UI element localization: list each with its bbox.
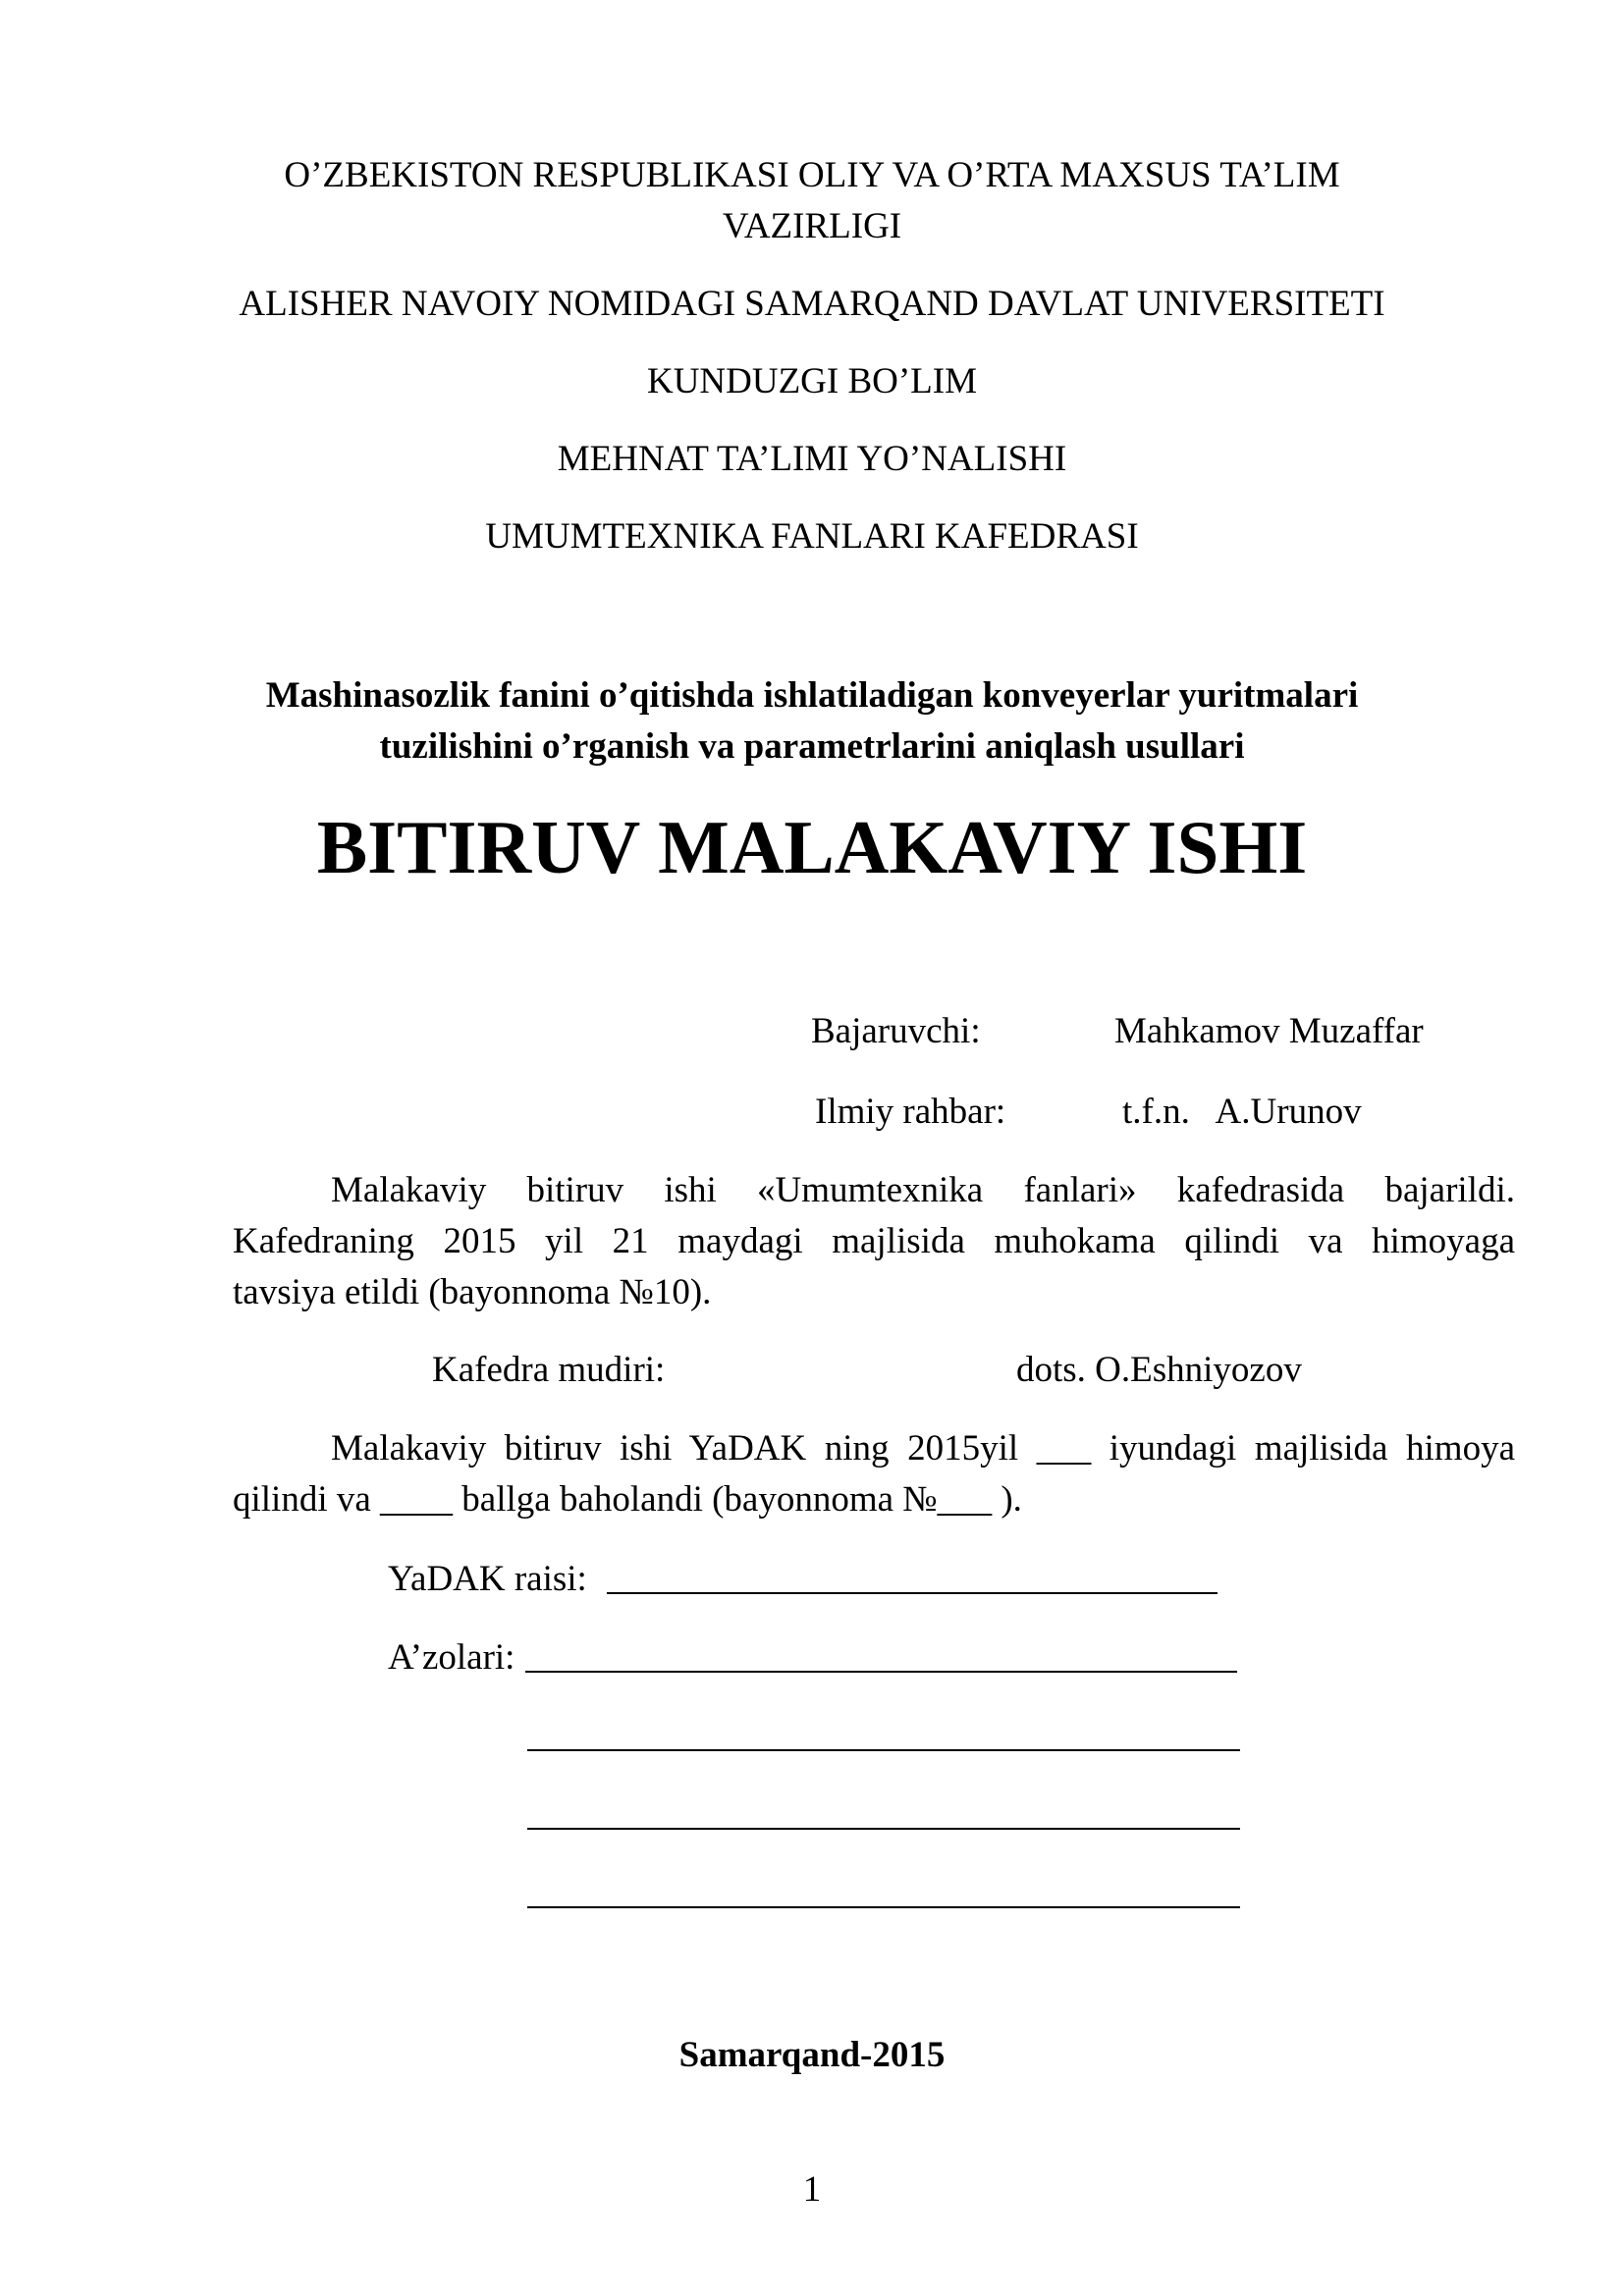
commission-chair-signature-line <box>607 1592 1218 1594</box>
defense-line-1: Malakaviy bitiruv ishi YaDAK ning 2015yil ___ iyundagi majlisida himoya <box>331 1428 1515 1468</box>
member-signature-line <box>527 1828 1240 1830</box>
ministry-line-2: VAZIRLIGI <box>722 206 902 246</box>
approval-line-2: Kafedraning 2015 yil 21 maydagi majlisida muhokama qilindi va himoyaga <box>233 1221 1515 1261</box>
advisor-name: t.f.n. A.Urunov <box>1122 1092 1362 1132</box>
advisor-label: Ilmiy rahbar: <box>815 1092 1006 1132</box>
ministry-line-1: O’ZBEKISTON RESPUBLIKASI OLIY VA O’RTA MAXSUS TA’LIM <box>284 155 1340 195</box>
university-name: ALISHER NAVOIY NOMIDAGI SAMARQAND DAVLAT UNIVERSITETI <box>239 284 1385 324</box>
commission-chair-label: YaDAK raisi: <box>388 1559 587 1599</box>
page-number: 1 <box>802 2169 822 2210</box>
commission-members-label: A’zolari: <box>388 1637 515 1678</box>
department-type: KUNDUZGI BO’LIM <box>646 361 978 401</box>
head-of-chair-name: dots. O.Eshniyozov <box>1016 1350 1302 1390</box>
member-signature-line <box>527 1749 1240 1751</box>
member-signature-line <box>527 1906 1240 1908</box>
document-title: BITIRUV MALAKAVIY ISHI <box>316 805 1308 889</box>
defense-line-2: qilindi va ____ ballga baholandi (bayonnoma №___ ). <box>233 1479 1022 1520</box>
direction-name: MEHNAT TA’LIMI YO’NALISHI <box>557 439 1067 479</box>
performer-label: Bajaruvchi: <box>811 1011 981 1051</box>
city-year: Samarqand-2015 <box>678 2035 946 2075</box>
defense-paragraph <box>233 1423 1515 1525</box>
performer-name: Mahkamov Muzaffar <box>1114 1011 1424 1051</box>
approval-paragraph <box>233 1165 1515 1318</box>
head-of-chair-label: Kafedra mudiri: <box>432 1350 666 1390</box>
topic-line-1: Mashinasozlik fanini o’qitishda ishlatiladigan konveyerlar yuritmalari <box>265 675 1359 716</box>
approval-line-1: Malakaviy bitiruv ishi «Umumtexnika fanlari» kafedrasida bajarildi. <box>331 1170 1515 1210</box>
topic-line-2: tuzilishini o’rganish va parametrlarini aniqlash usullari <box>379 726 1245 767</box>
chair-name: UMUMTEXNIKA FANLARI KAFEDRASI <box>485 516 1139 557</box>
approval-line-3: tavsiya etildi (bayonnoma №10). <box>233 1272 712 1312</box>
member-signature-line <box>525 1671 1237 1673</box>
